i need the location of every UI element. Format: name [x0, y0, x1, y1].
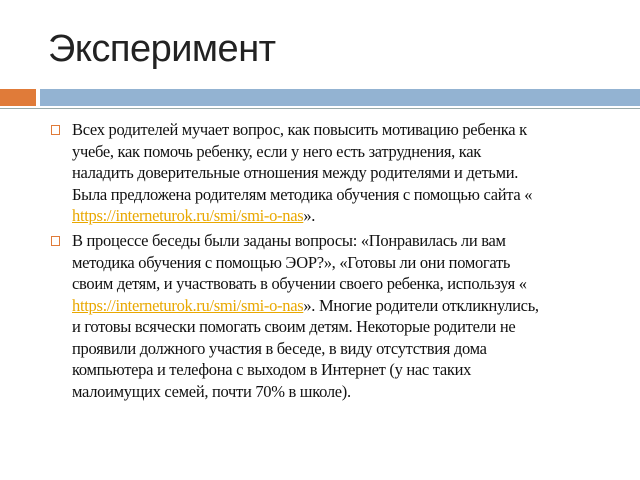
text-line: учебе, как помочь ребенку, если у него есть затруднения, как	[72, 141, 482, 161]
bullet-paragraph-1	[72, 119, 632, 227]
text-line: компьютера и телефона с выходом в Интернет (у нас таких	[72, 360, 472, 379]
text-line: ».	[303, 206, 316, 225]
bullet-paragraph-2	[72, 230, 632, 402]
text-line: В процессе беседы были заданы вопросы: «Понравилась ли вам	[72, 231, 506, 250]
site-link[interactable]: https://interneturok.ru/smi/smi-o-nas	[72, 206, 304, 225]
slide-title: Эксперимент	[48, 28, 276, 70]
divider	[0, 108, 640, 109]
text-line: методика обучения с помощью ЭОР?», «Готовы ли они помогать	[72, 252, 511, 272]
text-line: ». Многие родители откликнулись,	[303, 295, 539, 315]
bullet-square-icon	[51, 236, 60, 246]
text-line: и готовы всячески помогать своим детям. Некоторые родители не	[72, 317, 516, 336]
text-line: Была предложена родителям методика обучения с помощью сайта «	[72, 184, 533, 204]
site-link[interactable]: https://interneturok.ru/smi/smi-o-nas	[72, 295, 304, 315]
text-line: проявили должного участия в беседе, в виду отсутствия дома	[72, 338, 487, 358]
decor-bar-orange	[0, 89, 36, 106]
decor-bar-blue	[40, 89, 640, 106]
text-line: своим детям, и участвовать в обучении своего ребенка, используя «	[72, 274, 527, 293]
text-line: наладить доверительные отношения между родителями и детьми.	[72, 163, 519, 182]
bullet-square-icon	[51, 125, 60, 135]
text-line: Всех родителей мучает вопрос, как повысить мотивацию ребенка к	[72, 120, 527, 139]
text-line: малоимущих семей, почти 70% в школе).	[72, 381, 351, 401]
